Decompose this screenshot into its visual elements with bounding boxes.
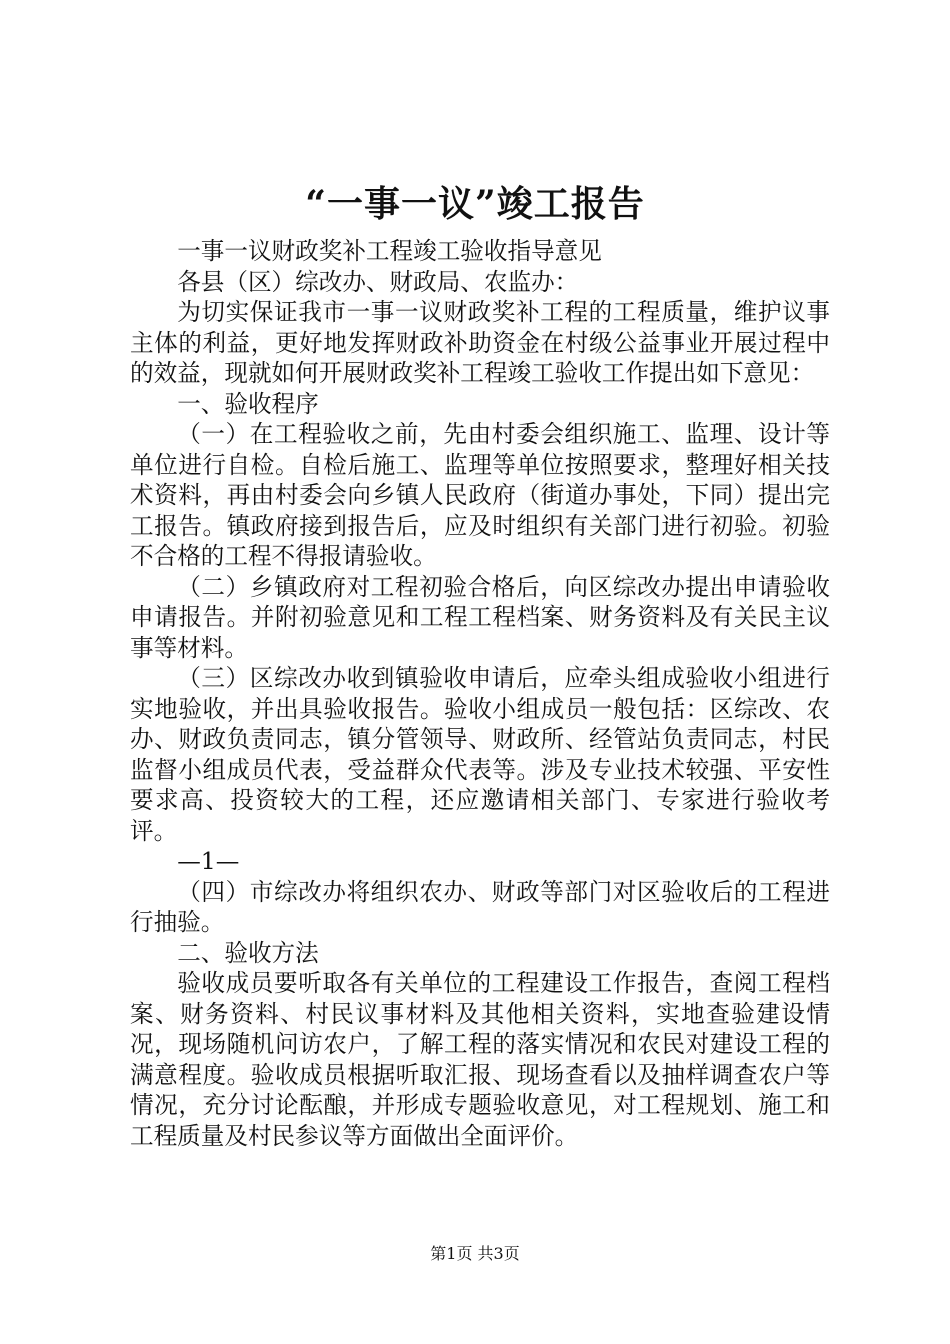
document-body <box>130 236 830 1151</box>
paragraph-subtitle: 一事一议财政奖补工程竣工验收指导意见 <box>177 237 602 265</box>
section-heading-procedure: 一、验收程序 <box>177 389 319 418</box>
paragraph-step-4: （四）市综改办将组织农办、财政等部门对区验收后的工程进行抽验。 <box>130 877 830 936</box>
paragraph-step-3: （三）区综改办收到镇验收申请后，应牵头组成验收小组进行实地验收，并出具验收报告。验收小组成员一般包括：区综改、农办、财政负责同志，镇分管领导、财政所、经管站负责同志，村民监督小组成员代表，受益群众代表等。涉及专业技术较强、平安性要求高、投资较大的工程，还应邀请相关部门、专家进行验收考评。 <box>130 664 830 845</box>
page-footer: 第1页 共3页 <box>430 1244 520 1263</box>
inline-page-marker: —1— <box>177 847 240 875</box>
document-title: “一事一议”竣工报告 <box>305 183 645 225</box>
paragraph-intro: 为切实保证我市一事一议财政奖补工程的工程质量，维护议事主体的利益，更好地发挥财政补助资金在村级公益事业开展过程中的效益，现就如何开展财政奖补工程竣工验收工作提出如下意见： <box>130 298 830 387</box>
paragraph-step-2: （二）乡镇政府对工程初验合格后，向区综改办提出申请验收申请报告。并附初验意见和工程工程档案、财务资料及有关民主议事等材料。 <box>130 572 830 662</box>
section-heading-method: 二、验收方法 <box>177 938 319 967</box>
paragraph-method: 验收成员要听取各有关单位的工程建设工作报告，查阅工程档案、财务资料、村民议事材料及其他相关资料，实地查验建设情况，现场随机问访农户，了解工程的落实情况和农民对建设工程的满意程度。验收成员根据听取汇报、现场查看以及抽样调查农户等情况，充分讨论酝酿，并形成专题验收意见，对工程规划、施工和工程质量及村民参议等方面做出全面评价。 <box>130 969 830 1150</box>
paragraph-addressee: 各县（区）综改办、财政局、农监办： <box>177 267 579 296</box>
paragraph-step-1: （一）在工程验收之前，先由村委会组织施工、监理、设计等单位进行自检。自检后施工、监理等单位按照要求，整理好相关技术资料，再由村委会向乡镇人民政府（街道办事处，下同）提出完工报告。镇政府接到报告后，应及时组织有关部门进行初验。初验不合格的工程不得报请验收。 <box>130 420 830 570</box>
